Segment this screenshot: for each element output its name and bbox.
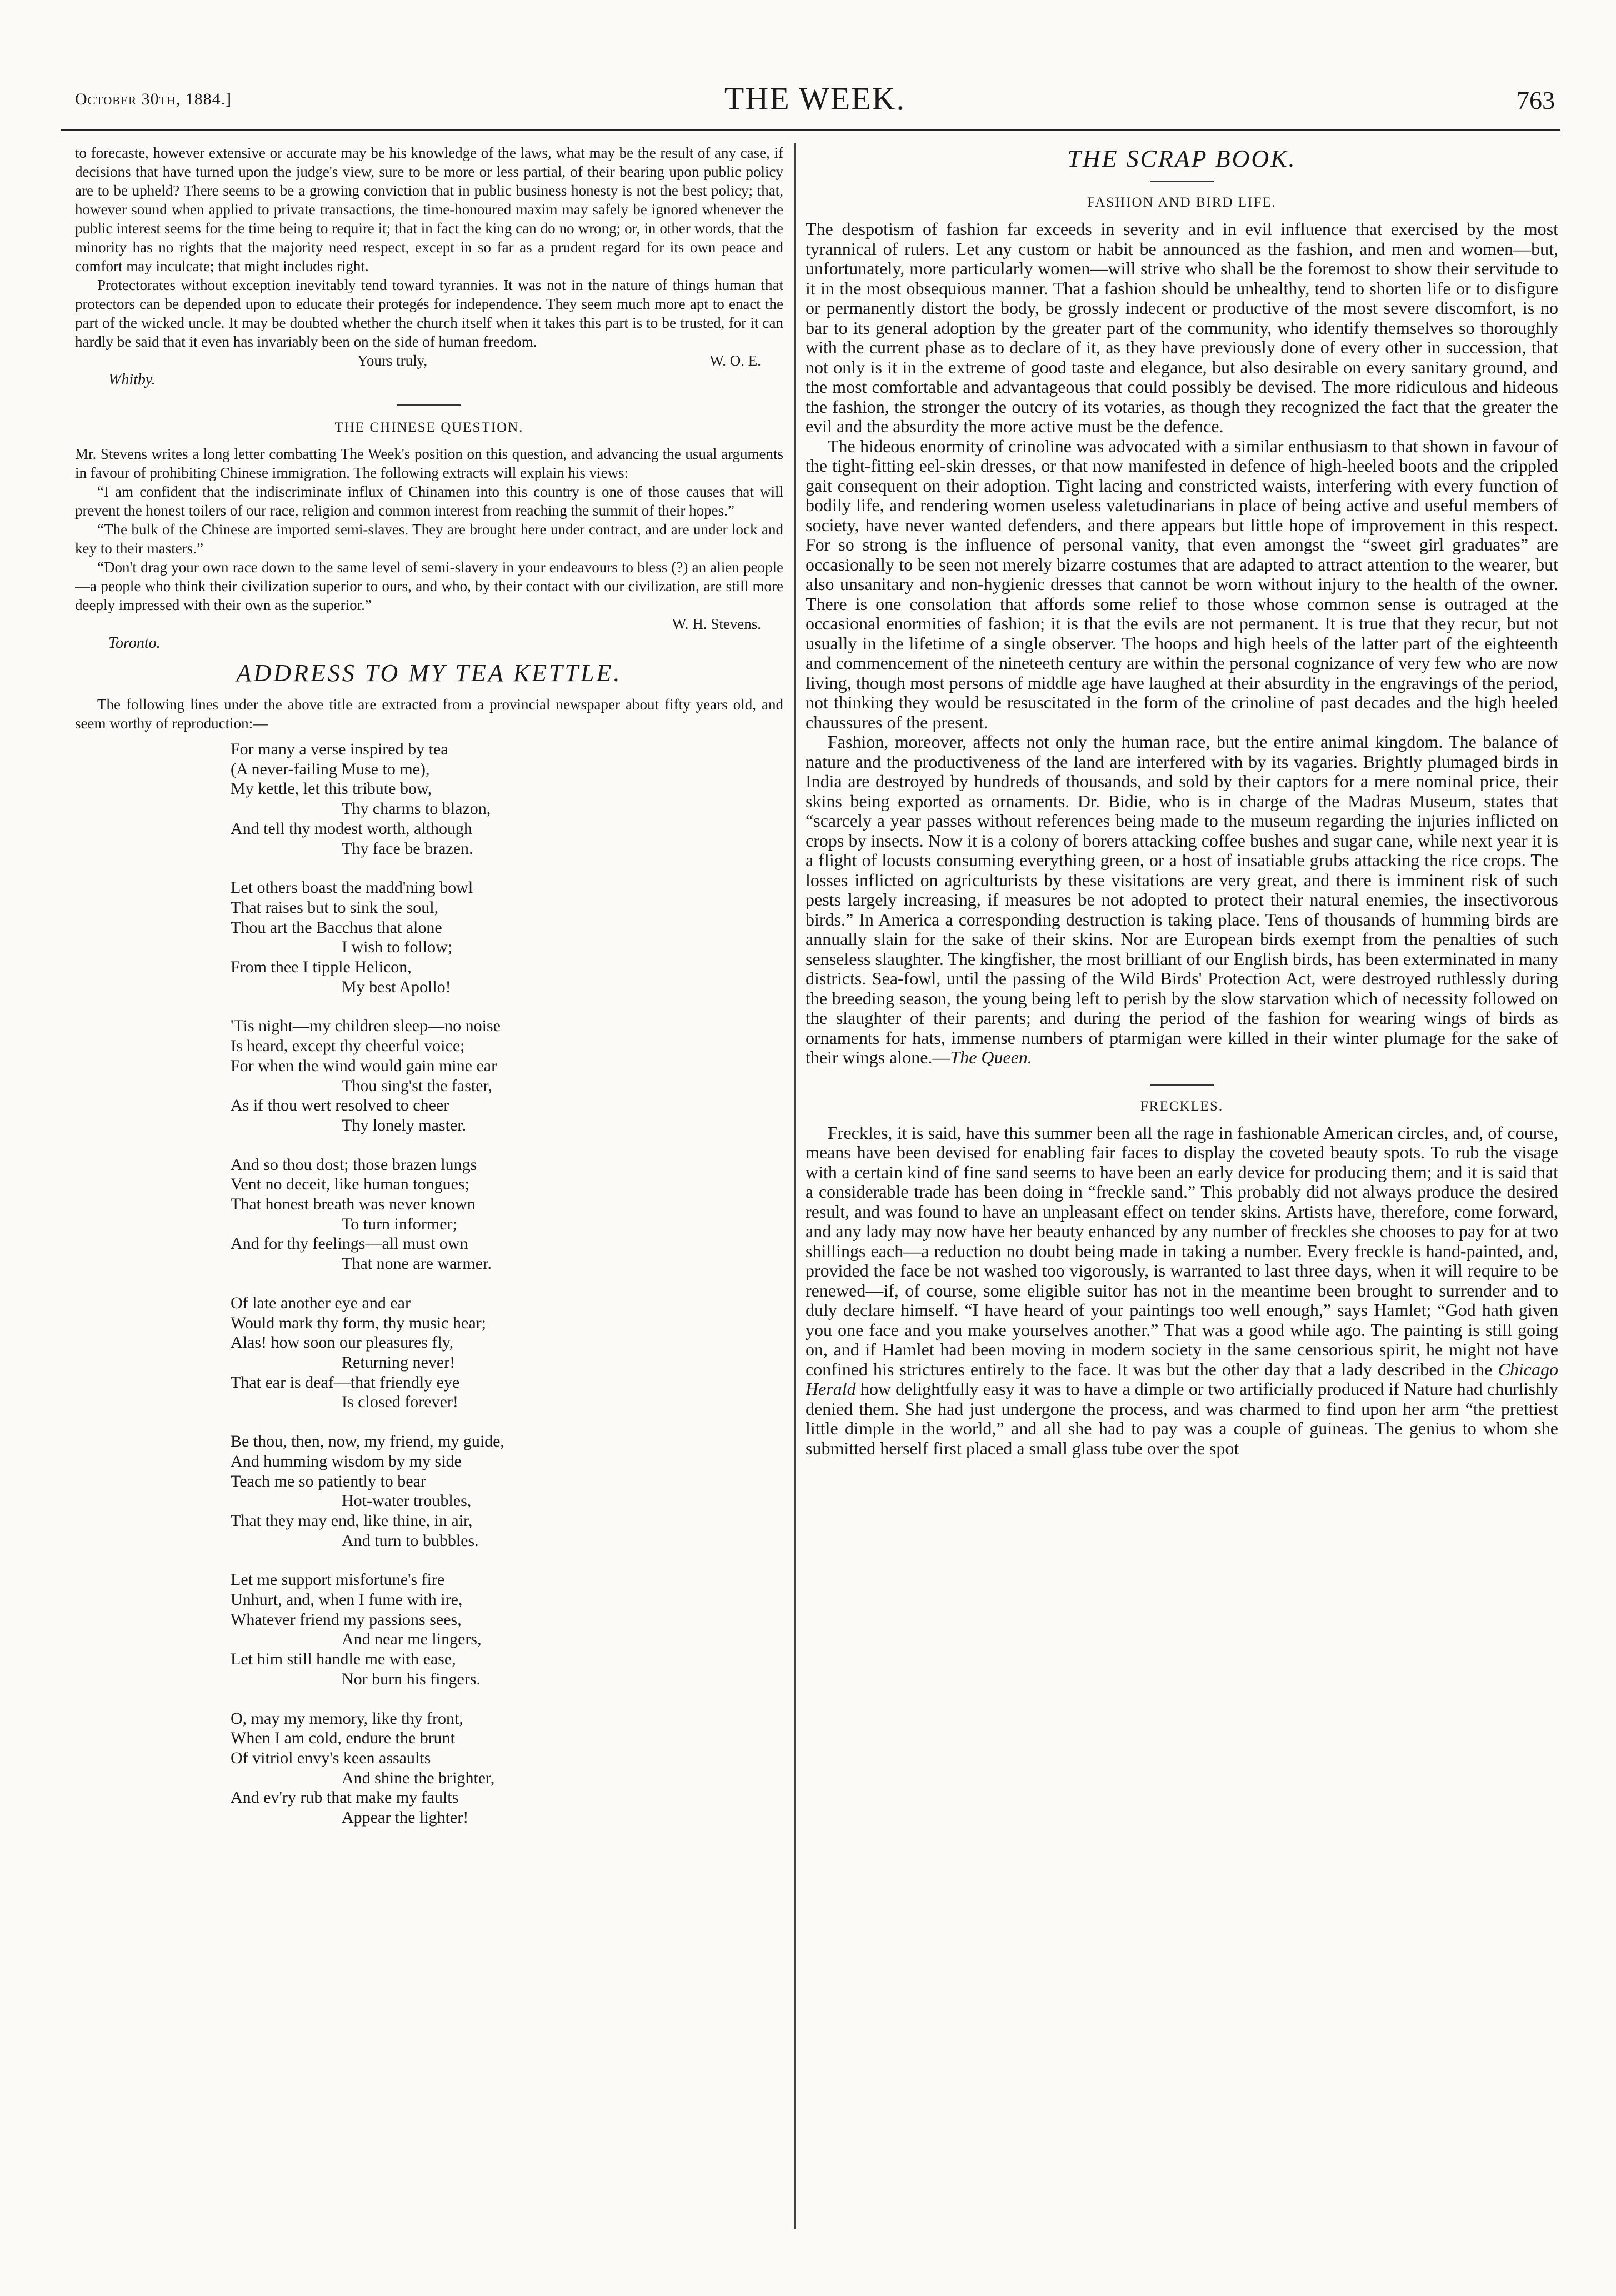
poem-line: Of vitriol envy's keen assaults	[231, 1748, 431, 1767]
poem-stanza	[231, 1432, 783, 1550]
poem-line: Nor burn his fingers.	[342, 1669, 481, 1688]
poem-line: That honest breath was never known	[231, 1195, 476, 1214]
poem-line: Appear the lighter!	[342, 1808, 469, 1827]
poem-line: I wish to follow;	[342, 938, 453, 957]
poem-line: Let him still handle me with ease,	[231, 1650, 456, 1669]
poem-line: Thou art the Bacchus that alone	[231, 918, 442, 937]
fashion-source: The Queen.	[950, 1047, 1032, 1067]
poem-stanza	[231, 1709, 783, 1828]
poem-line: Is heard, except thy cheerful voice;	[231, 1037, 465, 1056]
poem-stanza	[231, 1570, 783, 1689]
letter-closing: Yours truly,	[357, 352, 428, 369]
letter-signoff	[75, 351, 783, 370]
poem-line: Is closed forever!	[342, 1393, 458, 1412]
freckles-text: Freckles, it is said, have this summer been all the rage in fashionable American circles, and, of course, means have been devised for enabling fair faces to display the coveted beauty spots. To rub the visage with a certain kind of fine sand seems to have been an early device for producing them; and it is said that a considerable trade has been doing in “freckle sand.” This probably did not always produce the desired result, and was found to have an unpleasant effect on tender skins. Artists have, therefore, come forward, and any lady may now have her beauty enhanced by any number of freckles she chooses to pay for at two shillings each—a reduction no doubt being made in taking a number. Every freckle is hand-painted, and, provided the face be not washed too vigorously, is warranted to last three days, when it will require to be renewed—if, of course, some eligible suitor has not in the meantime been brought to surrender and to duly declare himself. “I have heard of your paintings too well enough,” says Hamlet; “God hath given you one face and you make yourselves another.” That was a good while ago. The painting is still going on, and if Hamlet had been moving in modern society in the same censorious spirit, he might not have confined his strictures entirely to the face. It was but the other day that a lady described in the	[806, 1122, 1558, 1379]
right-column	[806, 143, 1558, 2263]
poem-line: Whatever friend my passions sees,	[231, 1610, 462, 1629]
newspaper-name: Chicago Herald	[806, 1359, 1558, 1399]
poem-stanza	[231, 1293, 783, 1412]
chinese-quote: “I am confident that the indiscriminate influx of Chinamen into this country is one of those causes that will prevent the honest toilers of our race, religion and common interest from reaching the summit of their hopes.”	[75, 483, 783, 519]
poem-line: That ear is deaf—that friendly eye	[231, 1373, 460, 1392]
poem-line: That none are warmer.	[342, 1254, 492, 1273]
section-rule	[397, 404, 461, 406]
poem-line: Let me support misfortune's fire	[231, 1570, 445, 1589]
poem-line: And so thou dost; those brazen lungs	[231, 1155, 477, 1174]
poem-line: (A never-failing Muse to me),	[231, 759, 430, 778]
poem-stanza	[231, 1016, 783, 1135]
poem-line: And near me lingers,	[342, 1630, 482, 1649]
fashion-paragraph: The despotism of fashion far exceeds in severity and in evil influence that exercised by the most tyrannical of rulers. Let any custom or habit be announced as the fashion, and men and women—but, unfortunately, more particularly women—will strive who shall be the foremost to show their servitude to it in the most obsequious manner. That a fashion should be unhealthy, tend to shorten life or to disfigure or permanently distort the body, be grossly indecent or productive of the most severe discomfort, is no bar to its general adoption by the greater part of the community, who identify themselves so thoroughly with the current phase as to declare of it, as they have previously done of every other in succession, that not only is it in the extreme of good taste and elegance, but also desirable on every sanitary ground, and the most comfortable and advantageous that could possibly be devised. The more ridiculous and hideous the fashion, the stronger the outcry of its votaries, as though they recognized the fact that the greater the evil and the absurdity the more active must be the defence.	[806, 219, 1558, 436]
fashion-text: Fashion, moreover, affects not only the human race, but the entire animal kingdom. The balance of nature and the productiveness of the land are interfered with by its vagaries. Brightly plumaged birds in India are destroyed by hundreds of thousands, and sold by their captors for a mere nominal price, their skins being exported as ornaments. Dr. Bidie, who is in charge of the Madras Museum, states that “scarcely a year passes without references being made to the museum regarding the injuries inflicted on crops by insects. Now it is a colony of borers attacking coffee bushes and sugar cane, while next year it is a flight of locusts consuming everything green, or a host of insatiable grubs attacking the rice crops. The losses inflicted on agriculturists by these visitations are very great, and there is imminent risk of such pests largely increasing, if measures be not adopted to protect their natural enemies, the insectivorous birds.” In America a corresponding destruction is taking place. Tens of thousands of humming birds are annually slain for the sake of their skins. Nor are European birds exempt from the penalties of such senseless slaughter. The kingfisher, the most brilliant of our English birds, has been exterminated in many districts. Sea-fowl, until the passing of the Wild Birds' Protection Act, were destroyed ruthlessly during the breeding season, the young being left to perish by the slow starvation which of necessity followed on the slaughter of their parents; and during the period of the fashion for wearing wings of birds as ornaments for hats, immense numbers of ptarmigan were killed in their winter plumage for the sake of their wings alone.—	[806, 732, 1558, 1067]
chinese-paragraph: Mr. Stevens writes a long letter combatting The Week's position on this question, and advancing the usual arguments in favour of prohibiting Chinese immigration. The following extracts will explain his views:	[75, 446, 783, 481]
fashion-heading: FASHION AND BIRD LIFE.	[1087, 195, 1277, 210]
poem-stanza	[231, 878, 783, 997]
issue-date: October 30th, 1884.]	[75, 90, 232, 108]
poem-line: Thy lonely master.	[342, 1116, 467, 1134]
poem-line: And humming wisdom by my side	[231, 1452, 462, 1470]
poem-line: For many a verse inspired by tea	[231, 740, 448, 758]
poem-line: For when the wind would gain mine ear	[231, 1056, 497, 1075]
poem-line: Teach me so patiently to bear	[231, 1472, 426, 1490]
poem-line: And for thy feelings—all must own	[231, 1234, 468, 1253]
fashion-paragraph: The hideous enormity of crinoline was advocated with a similar enthusiasm to that shown in favour of the tight-fitting eel-skin dresses, or that now manifested in defence of high-heeled boots and the crippled gait consequent on their adoption. Tight lacing and constricted waists, interfering with every function of bodily life, and rendering women useless valetudinarians in place of being active and useful members of society, have never wanted defenders, and there appears but little hope of improvement in this respect. For so strong is the influence of personal vanity, that even amongst the “sweet girl graduates” are occasionally to be seen not merely bizarre costumes that are adapted to attract attention to the wearer, but also unsanitary and non-hygienic dresses that cannot be worn without injury to the health of the owner. There is one consolation that affords some relief to those whose common sense is outraged at the occasional enormities of fashion; it is that the evils are not permanent. It is true that they recur, but not usually in the lifetime of a single observer. The hoops and high heels of the latter part of the eighteenth and commencement of the nineteeth century are within the personal cognizance of very few who are now living, though most persons of middle age have laughed at their absurdity in the engravings of the period, not thinking they would be resuscitated in the form of the crinoline of past decades and the high heeled chaussures of the present.	[806, 436, 1558, 732]
poem-line: And ev'ry rub that make my faults	[231, 1788, 459, 1807]
page-header	[75, 78, 1555, 122]
poem-line: Would mark thy form, thy music hear;	[231, 1313, 486, 1332]
poem-line: Vent no deceit, like human tongues;	[231, 1175, 469, 1194]
column-divider	[794, 143, 796, 2229]
scrap-book-title: THE SCRAP BOOK.	[1067, 145, 1297, 172]
poem-stanza	[231, 739, 783, 858]
letter-signature: W. O. E.	[709, 352, 761, 369]
chinese-quote: “Don't drag your own race down to the same level of semi-slavery in your endeavours to bless (?) an alien people—a people who think their civilization superior to ours, and who, by their contact with our civilization, are still more deeply impressed with their own as the superior.”	[75, 559, 783, 613]
freckles-paragraph	[806, 1123, 1558, 1459]
poem-line: Unhurt, and, when I fume with ire,	[231, 1590, 463, 1609]
section-rule	[1150, 1084, 1214, 1086]
poem-line: Hot-water troubles,	[342, 1492, 472, 1510]
chinese-quote: “The bulk of the Chinese are imported semi-slaves. They are brought here under contract, and are under lock and key to their masters.”	[75, 521, 783, 557]
poem-line: Thy charms to blazon,	[342, 799, 491, 818]
section-rule	[1150, 181, 1214, 182]
freckles-heading: FRECKLES.	[1140, 1098, 1224, 1114]
masthead-title: THE WEEK.	[724, 81, 906, 117]
poem-line: That raises but to sink the soul,	[231, 898, 439, 917]
header-rule	[61, 129, 1560, 131]
poem-line: Of late another eye and ear	[231, 1293, 411, 1312]
poem-line: When I am cold, endure the brunt	[231, 1729, 456, 1748]
poem-line: Thou sing'st the faster,	[342, 1076, 492, 1095]
poem-line: Thy face be brazen.	[342, 839, 473, 858]
poem-line: Let others boast the madd'ning bowl	[231, 878, 473, 897]
left-column	[75, 143, 783, 2263]
kettle-heading: ADDRESS TO MY TEA KETTLE.	[236, 659, 622, 687]
poem-line: And turn to bubbles.	[342, 1531, 479, 1550]
kettle-intro: The following lines under the above title are extracted from a provincial newspaper about fifty years old, and seem worthy of reproduction:—	[75, 696, 783, 732]
poem-line: O, may my memory, like thy front,	[231, 1709, 463, 1728]
chinese-signature: W. H. Stevens.	[672, 616, 761, 632]
letter-place: Whitby.	[108, 371, 156, 388]
poem-line: And shine the brighter,	[342, 1768, 495, 1787]
poem-line: Alas! how soon our pleasures fly,	[231, 1333, 454, 1352]
chinese-place: Toronto.	[108, 634, 161, 652]
freckles-text: how delightfully easy it was to have a dimple or two artificially produced if Nature had churlishly denied them. She had just undergone the process, and was charmed to find upon her arm “the prettiest little dimple in the world,” and all she had to pay was a couple of guineas. The genius to whom she submitted herself first placed a small glass tube over the spot	[806, 1379, 1558, 1458]
poem-line: 'Tis night—my children sleep—no noise	[231, 1017, 501, 1036]
letter-paragraph: Protectorates without exception inevitably tend toward tyrannies. It was not in the nature of things human that protectors can be depended upon to educate their protegés for independence. They seem much more apt to enact the part of the wicked uncle. It may be doubted whether the church itself when it takes this part is to be trusted, for it can hardly be said that it even has invariably been on the side of human freedom.	[75, 277, 783, 350]
poem-line: That they may end, like thine, in air,	[231, 1511, 473, 1530]
poem-line: To turn informer;	[342, 1214, 457, 1233]
poem-line: From thee I tipple Helicon,	[231, 958, 412, 977]
kettle-poem	[231, 739, 783, 1828]
poem-line: My best Apollo!	[342, 977, 451, 996]
fashion-paragraph	[806, 732, 1558, 1068]
letter-paragraph: to forecaste, however extensive or accurate may be his knowledge of the laws, what may be the result of any case, if decisions that have turned upon the judge's view, sure to be more or less partial, of their bearing upon public policy are to be upheld? There seems to be a growing conviction that in public business honesty is not the best policy; that, however sound when applied to private transactions, the time-honoured maxim may safely be ignored whenever the public interest seems for the time being to require it; that in fact the king can do no wrong; or, in other words, that the minority has no rights that the majority need respect, except in so far as a prudent regard for its own peace and comfort may inculcate; that might includes right.	[75, 144, 783, 274]
page-number: 763	[1517, 86, 1555, 114]
chinese-question-heading: THE CHINESE QUESTION.	[334, 420, 524, 435]
poem-line: As if thou wert resolved to cheer	[231, 1096, 449, 1115]
poem-stanza	[231, 1155, 783, 1274]
poem-line: Returning never!	[342, 1353, 456, 1372]
poem-line: And tell thy modest worth, although	[231, 819, 472, 838]
poem-line: My kettle, let this tribute bow,	[231, 779, 432, 798]
poem-line: Be thou, then, now, my friend, my guide,	[231, 1432, 504, 1451]
